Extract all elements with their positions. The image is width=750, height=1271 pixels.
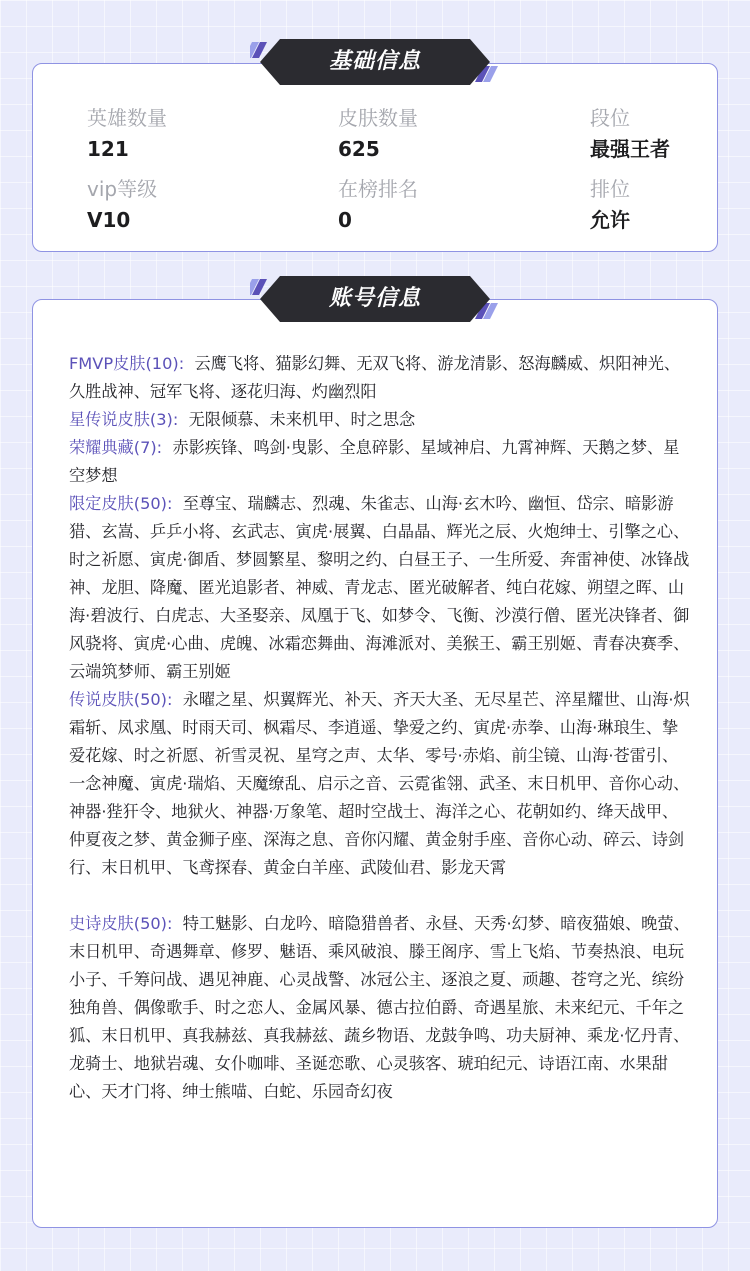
skin-items: 赤影疾锋、鸣剑·曳影、全息碎影、星域神启、九霄神辉、天鹅之梦、星空梦想 — [69, 438, 680, 485]
hero-count-label: 英雄数量 — [87, 106, 167, 130]
skin-group-star-legend — [69, 406, 693, 434]
vip-level-label: vip等级 — [87, 177, 158, 201]
leaderboard-value: 0 — [338, 208, 352, 232]
leaderboard-label: 在榜排名 — [338, 177, 418, 201]
ranking-permission-stat — [590, 176, 630, 233]
rank-stat — [590, 105, 670, 162]
hero-count-value: 121 — [87, 137, 129, 161]
skin-items: 无限倾慕、未来机甲、时之思念 — [188, 410, 416, 429]
rank-value: 最强王者 — [590, 137, 670, 161]
skin-group-limited — [69, 490, 693, 686]
skin-category-label: 限定皮肤(50): — [69, 494, 173, 513]
skin-category-label: FMVP皮肤(10): — [69, 354, 185, 373]
hero-count-stat — [87, 105, 167, 162]
skin-items: 至尊宝、瑞麟志、烈魂、朱雀志、山海·玄木吟、幽恒、岱宗、暗影游猎、玄嵩、乒乒小将、玄武志、寅虎·展翼、白晶晶、辉光之辰、火炮绅士、引擎之心、时之祈愿、寅虎·御盾、梦圆繁星、黎明之约、白昼王子、一生所爱、奔雷神使、冰锋战神、龙胆、降魔、匿光追影者、神威、青龙志、匿光破解者、纯白花嫁、朔望之晖、山海·碧波行、白虎志、大圣娶亲、凤凰于飞、如梦令、飞衡、沙漠行僧、匿光决锋者、御风骁将、寅虎·心曲、虎魄、冰霜恋舞曲、海滩派对、美猴王、霸王别姬、青春决赛季、云端筑梦师、霸王别姬 — [69, 494, 690, 681]
skin-group-honor-collection — [69, 434, 693, 490]
skin-count-stat — [338, 105, 418, 162]
skin-count-label: 皮肤数量 — [338, 106, 418, 130]
section-title: 基础信息 — [328, 49, 421, 74]
basic-info-card — [32, 63, 718, 252]
section-banner-account — [250, 276, 500, 322]
section-banner-basic — [250, 39, 500, 85]
vip-level-value: V10 — [87, 208, 131, 232]
section-title: 账号信息 — [328, 286, 421, 311]
skin-items: 特工魅影、白龙吟、暗隐猎兽者、永昼、天秀·幻梦、暗夜猫娘、晚萤、末日机甲、奇遇舞章、修罗、魅语、乘风破浪、滕王阁序、雪上飞焰、节奏热浪、电玩小子、千筹问战、遇见神鹿、心灵战警、冰冠公主、逐浪之夏、顽趣、苍穹之光、缤纷独角兽、偶像歌手、时之恋人、金属风暴、德古拉伯爵、奇遇星旅、未来纪元、千年之狐、末日机甲、真我赫兹、真我赫兹、蔬乡物语、龙鼓争鸣、功夫厨神、乘龙·忆丹青、龙骑士、地狱岩魂、女仆咖啡、圣诞恋歌、心灵骇客、琥珀纪元、诗语江南、水果甜心、天才门将、绅士熊喵、白蛇、乐园奇幻夜 — [69, 914, 690, 1101]
leaderboard-stat — [338, 176, 418, 233]
skin-category-label: 传说皮肤(50): — [69, 690, 173, 709]
vip-level-stat — [87, 176, 157, 233]
rank-label: 段位 — [590, 106, 630, 130]
account-info-card — [32, 299, 718, 1228]
skin-category-label: 荣耀典藏(7): — [69, 438, 163, 457]
skin-category-label: 星传说皮肤(3): — [69, 410, 179, 429]
ranking-permission-value: 允许 — [590, 208, 630, 232]
skin-group-fmvp — [69, 350, 693, 406]
skin-group-epic — [69, 910, 693, 1106]
skin-list — [69, 350, 693, 1106]
skin-items: 永曜之星、炽翼辉光、补天、齐天大圣、无尽星芒、淬星耀世、山海·炽霜斩、凤求凰、时雨天司、枫霜尽、李逍遥、挚爱之约、寅虎·赤拳、山海·琳琅生、挚爱花嫁、时之祈愿、祈雪灵祝、星穹之声、太华、零号·赤焰、前尘镜、山海·苍雷引、一念神魔、寅虎·瑞焰、天魔缭乱、启示之音、云霓雀翎、武圣、末日机甲、音你心动、神器·狴犴令、地狱火、神器·万象笔、超时空战士、海洋之心、花朝如约、绛天战甲、仲夏夜之梦、黄金狮子座、深海之息、音你闪耀、黄金射手座、音你心动、碎云、诗剑行、末日机甲、飞鸢探春、黄金白羊座、武陵仙君、影龙天霄 — [69, 690, 690, 877]
ranking-permission-label: 排位 — [590, 177, 630, 201]
skin-category-label: 史诗皮肤(50): — [69, 914, 173, 933]
skin-items: 云鹰飞将、猫影幻舞、无双飞将、游龙清影、怒海麟威、炽阳神光、久胜战神、冠军飞将、逐花归海、灼幽烈阳 — [69, 354, 681, 401]
skin-group-legend — [69, 686, 693, 882]
skin-count-value: 625 — [338, 137, 380, 161]
